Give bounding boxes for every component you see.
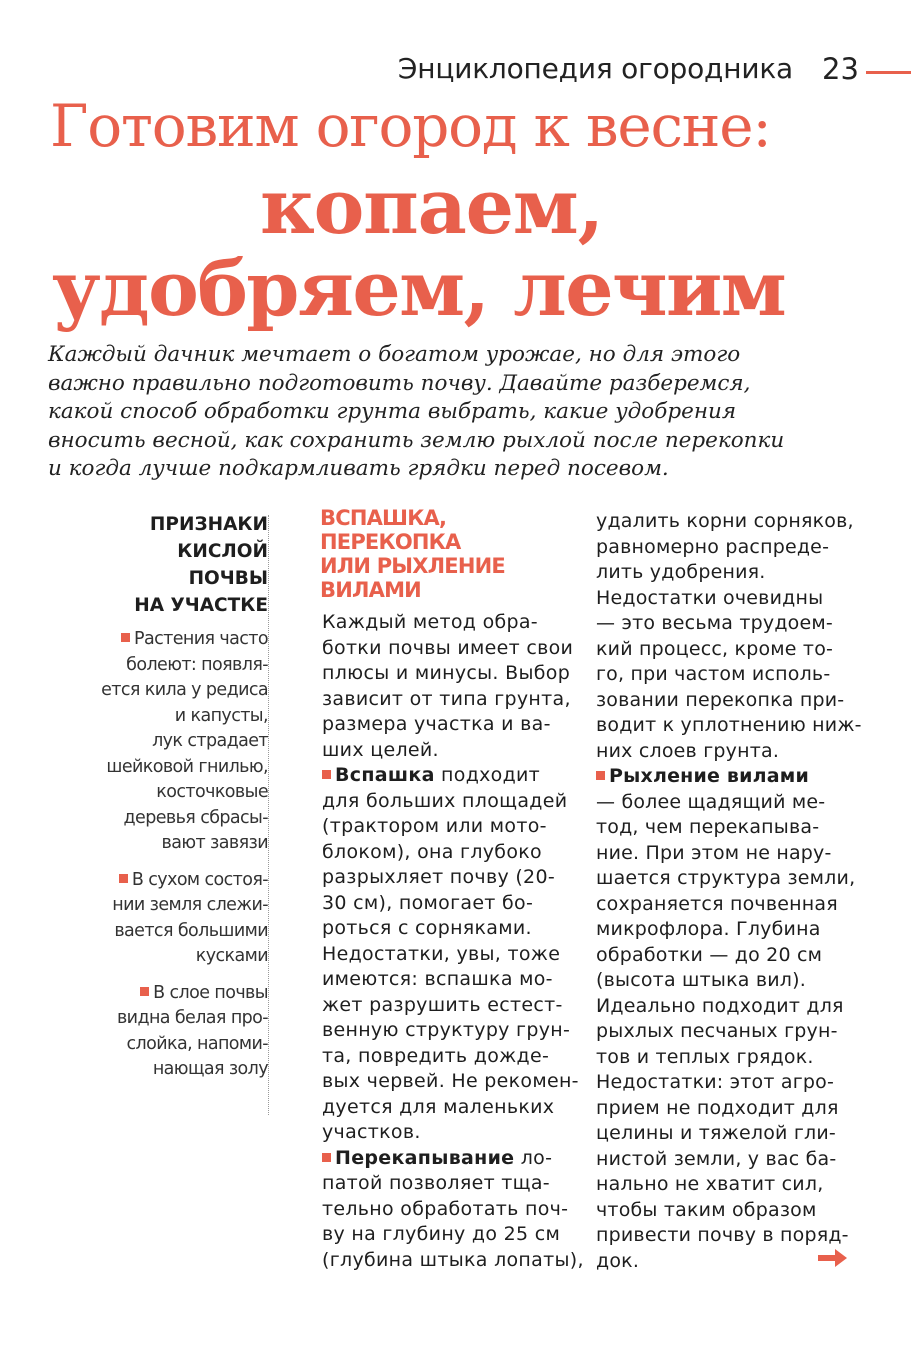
body-line: зовании перекопка при-	[596, 688, 845, 711]
sidebar-item	[60, 868, 268, 970]
sidebar-item-line: шейковой гнилью,	[106, 756, 268, 777]
body-line: (высота штыка вил).	[596, 969, 806, 991]
body-line: — это весьма трудоем-	[596, 612, 833, 634]
sidebar-item-line: лук страдает	[152, 731, 268, 751]
square-bullet-icon	[596, 771, 605, 780]
body-line: нально не хватит сил,	[596, 1173, 824, 1195]
body-line: ло-	[514, 1146, 553, 1169]
sidebar-title-line: ПРИЗНАКИ	[149, 514, 268, 535]
section-heading-line: ВИЛАМИ	[320, 578, 421, 602]
body-line: тельно обработать поч-	[322, 1197, 569, 1220]
sidebar-item-line: слойка, напоми-	[126, 1033, 268, 1054]
body-line: равномерно распреде-	[596, 535, 830, 558]
body-line: тов и теплых грядок.	[596, 1045, 814, 1068]
lead-line: вносить весной, как сохранить землю рыхлой после перекопки	[48, 427, 785, 453]
page-number: 23	[822, 52, 859, 86]
body-line: 30 см), помогает бо-	[322, 891, 534, 914]
body-line: целины и тяжелой гли-	[596, 1122, 836, 1144]
body-line: та, повредить дожде-	[322, 1044, 550, 1067]
body-line: удалить корни сорняков,	[596, 510, 854, 532]
body-line: Идеально подходит для	[596, 994, 844, 1017]
body-line: ву на глубину до 25 см	[322, 1223, 561, 1245]
sidebar-item-line: косточковые	[156, 782, 268, 802]
sidebar-item-line: деревья сбрасы-	[123, 807, 268, 828]
sidebar-item-line: нающая золу	[152, 1059, 268, 1079]
article-title-line-3: удобряем, лечим	[52, 244, 786, 333]
body-line: обработки — до 20 см	[596, 943, 823, 966]
body-line: зависит от типа грунта,	[322, 687, 571, 710]
body-line: участков.	[322, 1121, 421, 1143]
square-bullet-icon	[121, 633, 130, 642]
body-line: (трактором или мото-	[322, 815, 547, 837]
body-line: плюсы и минусы. Выбор	[322, 662, 571, 684]
sidebar-item-line: видна белая про-	[116, 1008, 268, 1028]
sidebar-item-line: болеют: появля-	[126, 654, 268, 675]
body-line: док.	[596, 1249, 640, 1272]
body-line: венную структуру грун-	[322, 1019, 571, 1041]
body-line: размера участка и ва-	[322, 713, 551, 735]
header-rule	[866, 71, 911, 74]
body-line: Каждый метод обра-	[322, 611, 538, 633]
body-line: рыхлых песчаных грун-	[596, 1020, 838, 1042]
sidebar-item-line: вается большими	[114, 920, 268, 941]
body-line: (глубина штыка лопаты),	[322, 1248, 584, 1271]
arrow-right-icon	[818, 1248, 848, 1268]
article-title-line-2: копаем,	[260, 162, 603, 251]
body-line: ботки почвы имеет свои	[322, 636, 574, 659]
square-bullet-icon	[322, 770, 331, 779]
sidebar-item-line: вают завязи	[161, 833, 268, 853]
section-heading-line: ПЕРЕКОПКА	[320, 530, 461, 554]
section-heading	[320, 506, 505, 602]
lead-line: Каждый дачник мечтает о богатом урожае, но для этого	[48, 342, 741, 367]
body-line: дуется для маленьких	[322, 1095, 555, 1118]
sidebar-divider	[268, 515, 269, 1115]
body-line: го, при частом исполь-	[596, 663, 831, 685]
body-line: водит к уплотнению ниж-	[596, 714, 862, 736]
body-line: патой позволяет тща-	[322, 1172, 550, 1194]
lead-paragraph	[48, 341, 868, 484]
sidebar-item-line: Растения часто	[134, 629, 268, 649]
body-line: для больших площадей	[322, 789, 568, 812]
section-heading-line: ВСПАШКА,	[320, 506, 447, 530]
body-line: роться с сорняками.	[322, 917, 532, 939]
body-line: сохраняется почвенная	[596, 892, 838, 915]
sidebar-item-line: нии земля слежи-	[112, 895, 268, 915]
sidebar-item	[60, 627, 268, 857]
lead-line: важно правильно подготовить почву. Давайте разберемся,	[48, 370, 751, 396]
body-line: разрыхляет почву (20-	[322, 866, 555, 888]
body-line: ших целей.	[322, 738, 439, 761]
body-line: вых червей. Не рекомен-	[322, 1070, 579, 1092]
body-line: подходит	[434, 764, 541, 786]
sidebar-item-line: В сухом состоя-	[131, 869, 268, 890]
lead-line: и когда лучше подкармливать грядки перед посевом.	[48, 456, 669, 481]
term-digging: Перекапывание	[335, 1146, 515, 1169]
square-bullet-icon	[140, 987, 149, 996]
body-line: тод, чем перекапыва-	[596, 816, 820, 838]
sidebar-item-line: и капусты,	[174, 705, 268, 726]
body-line: Недостатки: этот агро-	[596, 1071, 835, 1093]
sidebar-title-line: НА УЧАСТКЕ	[134, 595, 268, 616]
body-line: Недостатки, увы, тоже	[322, 942, 561, 965]
running-title: Энциклопедия огородника	[397, 52, 793, 85]
sidebar-item	[60, 981, 268, 1083]
sidebar-title-line: ПОЧВЫ	[188, 568, 268, 589]
body-line: лить удобрения.	[596, 561, 766, 583]
section-heading-line: ИЛИ РЫХЛЕНИЕ	[320, 554, 505, 578]
body-line: ние. При этом не нару-	[596, 841, 832, 864]
body-line: жет разрушить естест-	[322, 993, 563, 1016]
body-line: блоком), она глубоко	[322, 840, 542, 863]
sidebar-item-line: В слое почвы	[153, 982, 268, 1003]
body-line: кий процесс, кроме то-	[596, 637, 834, 660]
term-plowing: Вспашка	[335, 764, 435, 786]
sidebar-title-line: КИСЛОЙ	[177, 541, 268, 562]
term-loosening: Рыхление вилами	[609, 765, 810, 787]
square-bullet-icon	[322, 1153, 331, 1162]
body-line: привести почву в поряд-	[596, 1224, 849, 1246]
sidebar-acid-soil-signs	[60, 511, 268, 1094]
sidebar-item-line: ется кила у редиса	[101, 680, 268, 700]
square-bullet-icon	[119, 874, 128, 883]
body-column-2	[596, 509, 862, 1274]
body-line: микрофлора. Глубина	[596, 918, 821, 940]
article-title-line-1: Готовим огород к весне:	[50, 92, 771, 160]
body-line: шается структура земли,	[596, 867, 856, 889]
body-line: них слоев грунта.	[596, 739, 780, 762]
body-line: имеются: вспашка мо-	[322, 968, 553, 990]
body-line: чтобы таким образом	[596, 1198, 817, 1221]
lead-line: какой способ обработки грунта выбрать, какие удобрения	[48, 399, 737, 424]
body-column-1	[322, 610, 584, 1273]
body-line: нистой земли, у вас ба-	[596, 1147, 837, 1170]
sidebar-title	[60, 511, 268, 619]
body-line: прием не подходит для	[596, 1096, 839, 1119]
sidebar-item-line: кусками	[195, 946, 268, 966]
body-line: — более щадящий ме-	[596, 790, 826, 813]
body-line: Недостатки очевидны	[596, 586, 824, 609]
